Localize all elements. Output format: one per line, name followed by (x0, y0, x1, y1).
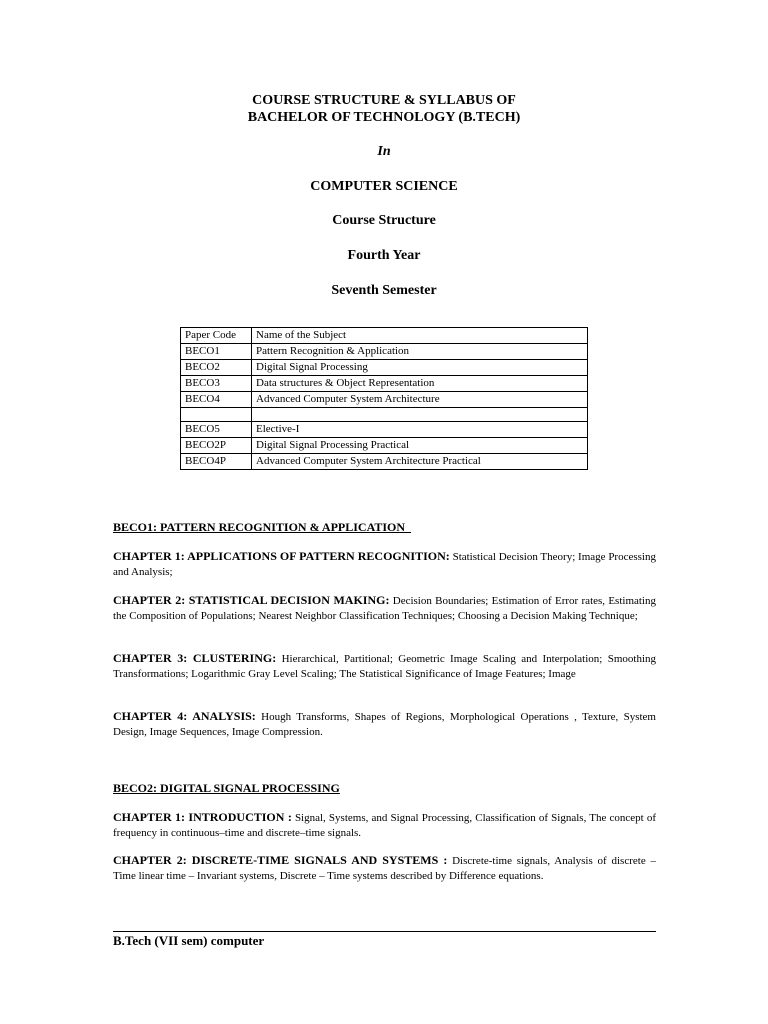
subject-name: Digital Signal Processing Practical (252, 438, 588, 454)
chapter-heading: CHAPTER 4: ANALYSIS: (113, 709, 256, 723)
paper-code: BECO1 (181, 344, 252, 360)
footer-rule (113, 931, 656, 932)
subject-name: Data structures & Object Representation (252, 376, 588, 392)
table-row (181, 438, 588, 454)
chapter-heading: CHAPTER 1: INTRODUCTION : (113, 810, 292, 824)
table-header-row (181, 328, 588, 344)
subject-name: Advanced Computer System Architecture Practical (252, 454, 588, 470)
chapter-heading: CHAPTER 3: CLUSTERING: (113, 651, 277, 665)
chapter-paragraph (113, 709, 656, 740)
column-header-code: Paper Code (181, 328, 252, 344)
subject-name: Elective-I (252, 422, 588, 438)
table-row (181, 344, 588, 360)
heading-semester: Seventh Semester (331, 283, 437, 298)
paper-code: BECO3 (181, 376, 252, 392)
section-title-beco2: BECO2: DIGITAL SIGNAL PROCESSING (113, 781, 340, 795)
chapter-heading: CHAPTER 2: DISCRETE-TIME SIGNALS AND SYSTEMS : (113, 853, 448, 867)
chapter-body: Statistical Decision Theory; Image Processing and Analysis; (113, 551, 656, 578)
heading-department: COMPUTER SCIENCE (310, 179, 458, 194)
subject-name: Pattern Recognition & Application (252, 344, 588, 360)
chapter-heading: CHAPTER 1: APPLICATIONS OF PATTERN RECOGNITION: (113, 549, 450, 563)
chapter-paragraph (113, 549, 656, 580)
footer-text: B.Tech (VII sem) computer (113, 933, 265, 948)
paper-code: BECO4 (181, 392, 252, 408)
chapter-body: Signal, Systems, and Signal Processing, Classification of Signals, The concept of frequency in continuous–time and discrete–time signals. (113, 812, 656, 839)
heading-year: Fourth Year (347, 248, 421, 263)
subjects-table (180, 327, 588, 470)
table-row (181, 376, 588, 392)
paper-code: BECO4P (181, 454, 252, 470)
heading-in: In (377, 144, 391, 159)
heading-line-1: COURSE STRUCTURE & SYLLABUS OF (252, 93, 516, 108)
chapter-body: Hierarchical, Partitional; Geometric Image Scaling and Interpolation; Smoothing Transformations; Logarithmic Gray Level Scaling; The Statistical Significance of Image Features; Image (113, 653, 656, 680)
table-row (181, 454, 588, 470)
paper-code: BECO2 (181, 360, 252, 376)
subject-name: Advanced Computer System Architecture (252, 392, 588, 408)
chapter-body: Discrete-time signals, Analysis of discrete – Time linear time – Invariant systems, Discrete – Time systems described by Difference equations. (113, 855, 656, 882)
heading-course-structure: Course Structure (332, 213, 436, 228)
paper-code: BECO5 (181, 422, 252, 438)
section-title-beco1: BECO1: PATTERN RECOGNITION & APPLICATION (113, 520, 412, 534)
chapter-body: Hough Transforms, Shapes of Regions, Morphological Operations , Texture, System Design, Image Sequences, Image Compression. (113, 711, 656, 738)
heading-line-2: BACHELOR OF TECHNOLOGY (B.TECH) (247, 110, 521, 125)
chapter-paragraph (113, 810, 656, 841)
chapter-paragraph (113, 593, 656, 624)
chapter-body: Decision Boundaries; Estimation of Error rates, Estimating the Composition of Populations; Nearest Neighbor Classification Techniques; Choosing a Decision Making Technique; (113, 595, 656, 622)
chapter-paragraph (113, 853, 656, 884)
table-spacer-row (181, 408, 588, 422)
chapter-paragraph (113, 651, 656, 682)
table-row (181, 392, 588, 408)
table-row (181, 422, 588, 438)
paper-code: BECO2P (181, 438, 252, 454)
column-header-name: Name of the Subject (252, 328, 588, 344)
chapter-heading: CHAPTER 2: STATISTICAL DECISION MAKING: (113, 593, 390, 607)
subject-name: Digital Signal Processing (252, 360, 588, 376)
table-row (181, 360, 588, 376)
